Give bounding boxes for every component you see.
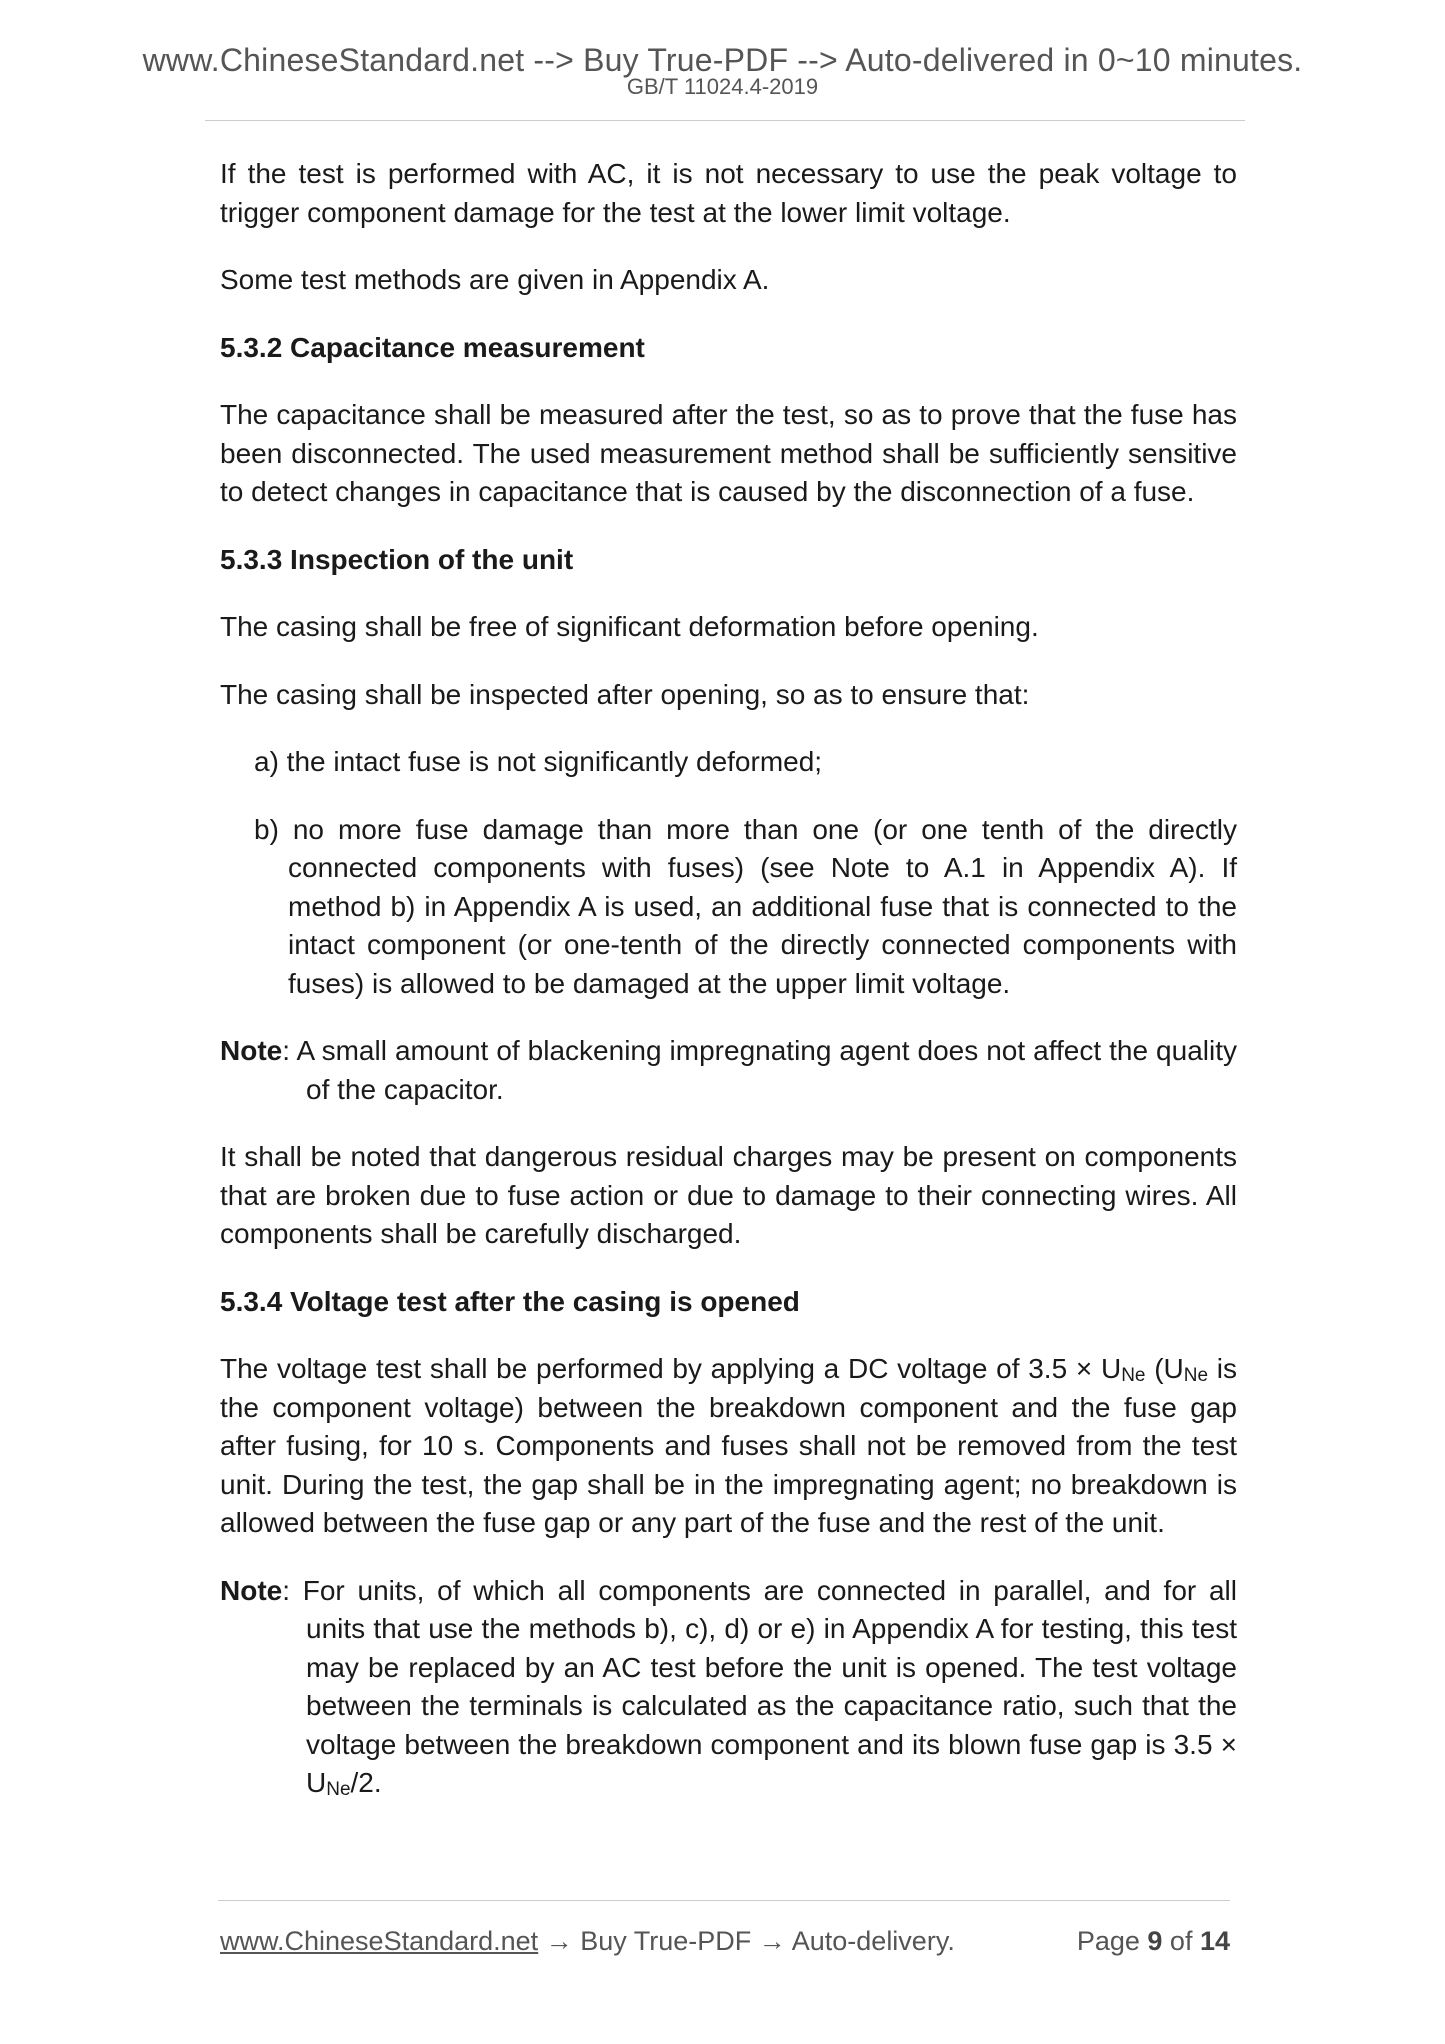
list-item-b: b) no more fuse damage than more than one (or one tenth of the directly connected components with fuses) (see Note to A.1 in Appendix A). If method b) in Appendix A is used, an additional fuse that is connected to the intact component (or one-tenth of the directly connected components with fuses) is allowed to be damaged at the upper limit voltage. xyxy=(254,813,1237,999)
page-separator: of xyxy=(1162,1926,1200,1956)
paragraph-voltage-test xyxy=(220,1350,1237,1543)
page-prefix: Page xyxy=(1076,1926,1148,1956)
site-banner: www.ChineseStandard.net --> Buy True-PDF --> Auto-delivered in 0~10 minutes. xyxy=(142,42,1303,78)
subscript-ne: Ne xyxy=(1183,1365,1209,1386)
subscript-ne: Ne xyxy=(326,1779,351,1800)
note-label: Note xyxy=(220,1035,283,1066)
note-text-end: /2. xyxy=(350,1767,382,1798)
standard-code: GB/T 11024.4-2019 xyxy=(626,74,819,99)
voltage-text-end: is the component voltage) between the breakdown component and the fuse gap after fusing, for 10 s. Components and fuses shall not be removed from the test unit. During the test, the gap shall be in the impregnating agent; no breakdown is allowed between the fuse gap or any part of the fuse and the rest of the unit. xyxy=(220,1353,1238,1538)
paragraph-capacitance: The capacitance shall be measured after the test, so as to prove that the fuse has been disconnected. The used measurement method shall be sufficiently sensitive to detect changes in capacitance that is caused by the disconnection of a fuse. xyxy=(220,399,1237,507)
footer-divider xyxy=(218,1900,1230,1901)
footer-promo-text: → Buy True-PDF → Auto-delivery. xyxy=(538,1926,955,1956)
heading-5-3-2: 5.3.2 Capacitance measurement xyxy=(220,331,645,363)
heading-5-3-4: 5.3.4 Voltage test after the casing is opened xyxy=(220,1285,800,1317)
note-ac-test xyxy=(220,1572,1237,1803)
voltage-text-start: The voltage test shall be performed by applying a DC voltage of 3.5 × U xyxy=(220,1353,1122,1384)
header-divider xyxy=(205,120,1245,121)
footer-promo xyxy=(220,1921,955,1961)
footer-site-link[interactable]: www.ChineseStandard.net xyxy=(220,1926,539,1956)
paragraph-ac-test: If the test is performed with AC, it is not necessary to use the peak voltage to trigger component damage for the test at the lower limit voltage. xyxy=(220,158,1237,228)
document-body xyxy=(220,155,1237,1832)
paragraph-casing-deformation: The casing shall be free of significant deformation before opening. xyxy=(220,611,1039,642)
subscript-ne: Ne xyxy=(1121,1365,1146,1386)
paragraph-test-methods: Some test methods are given in Appendix A. xyxy=(220,264,770,295)
page-number xyxy=(1077,1921,1230,1961)
paragraph-residual-charges: It shall be noted that dangerous residual charges may be present on components that are broken due to fuse action or due to damage to their connecting wires. All components shall be carefully discharged. xyxy=(220,1141,1237,1249)
heading-5-3-3: 5.3.3 Inspection of the unit xyxy=(220,543,574,575)
total-pages: 14 xyxy=(1199,1926,1230,1956)
note-text: : For units, of which all components are connected in parallel, and for all units that use the methods b), c), d) or e) in Appendix A for testing, this test may be replaced by an AC test before the unit is opened. The test voltage between the terminals is calculated as the capacitance ratio, such that the voltage between the breakdown component and its blown fuse gap is 3.5 × U xyxy=(282,1574,1237,1798)
page-footer xyxy=(220,1921,1230,1961)
list-item-a: a) the intact fuse is not significantly deformed; xyxy=(254,746,823,777)
note-text: : A small amount of blackening impregnating agent does not affect the quality of the capacitor. xyxy=(282,1035,1237,1105)
note-label: Note xyxy=(220,1574,283,1606)
note-blackening xyxy=(220,1032,1237,1109)
voltage-text-mid: (U xyxy=(1145,1353,1184,1384)
current-page: 9 xyxy=(1147,1926,1163,1956)
paragraph-casing-inspection: The casing shall be inspected after opening, so as to ensure that: xyxy=(220,678,1030,710)
